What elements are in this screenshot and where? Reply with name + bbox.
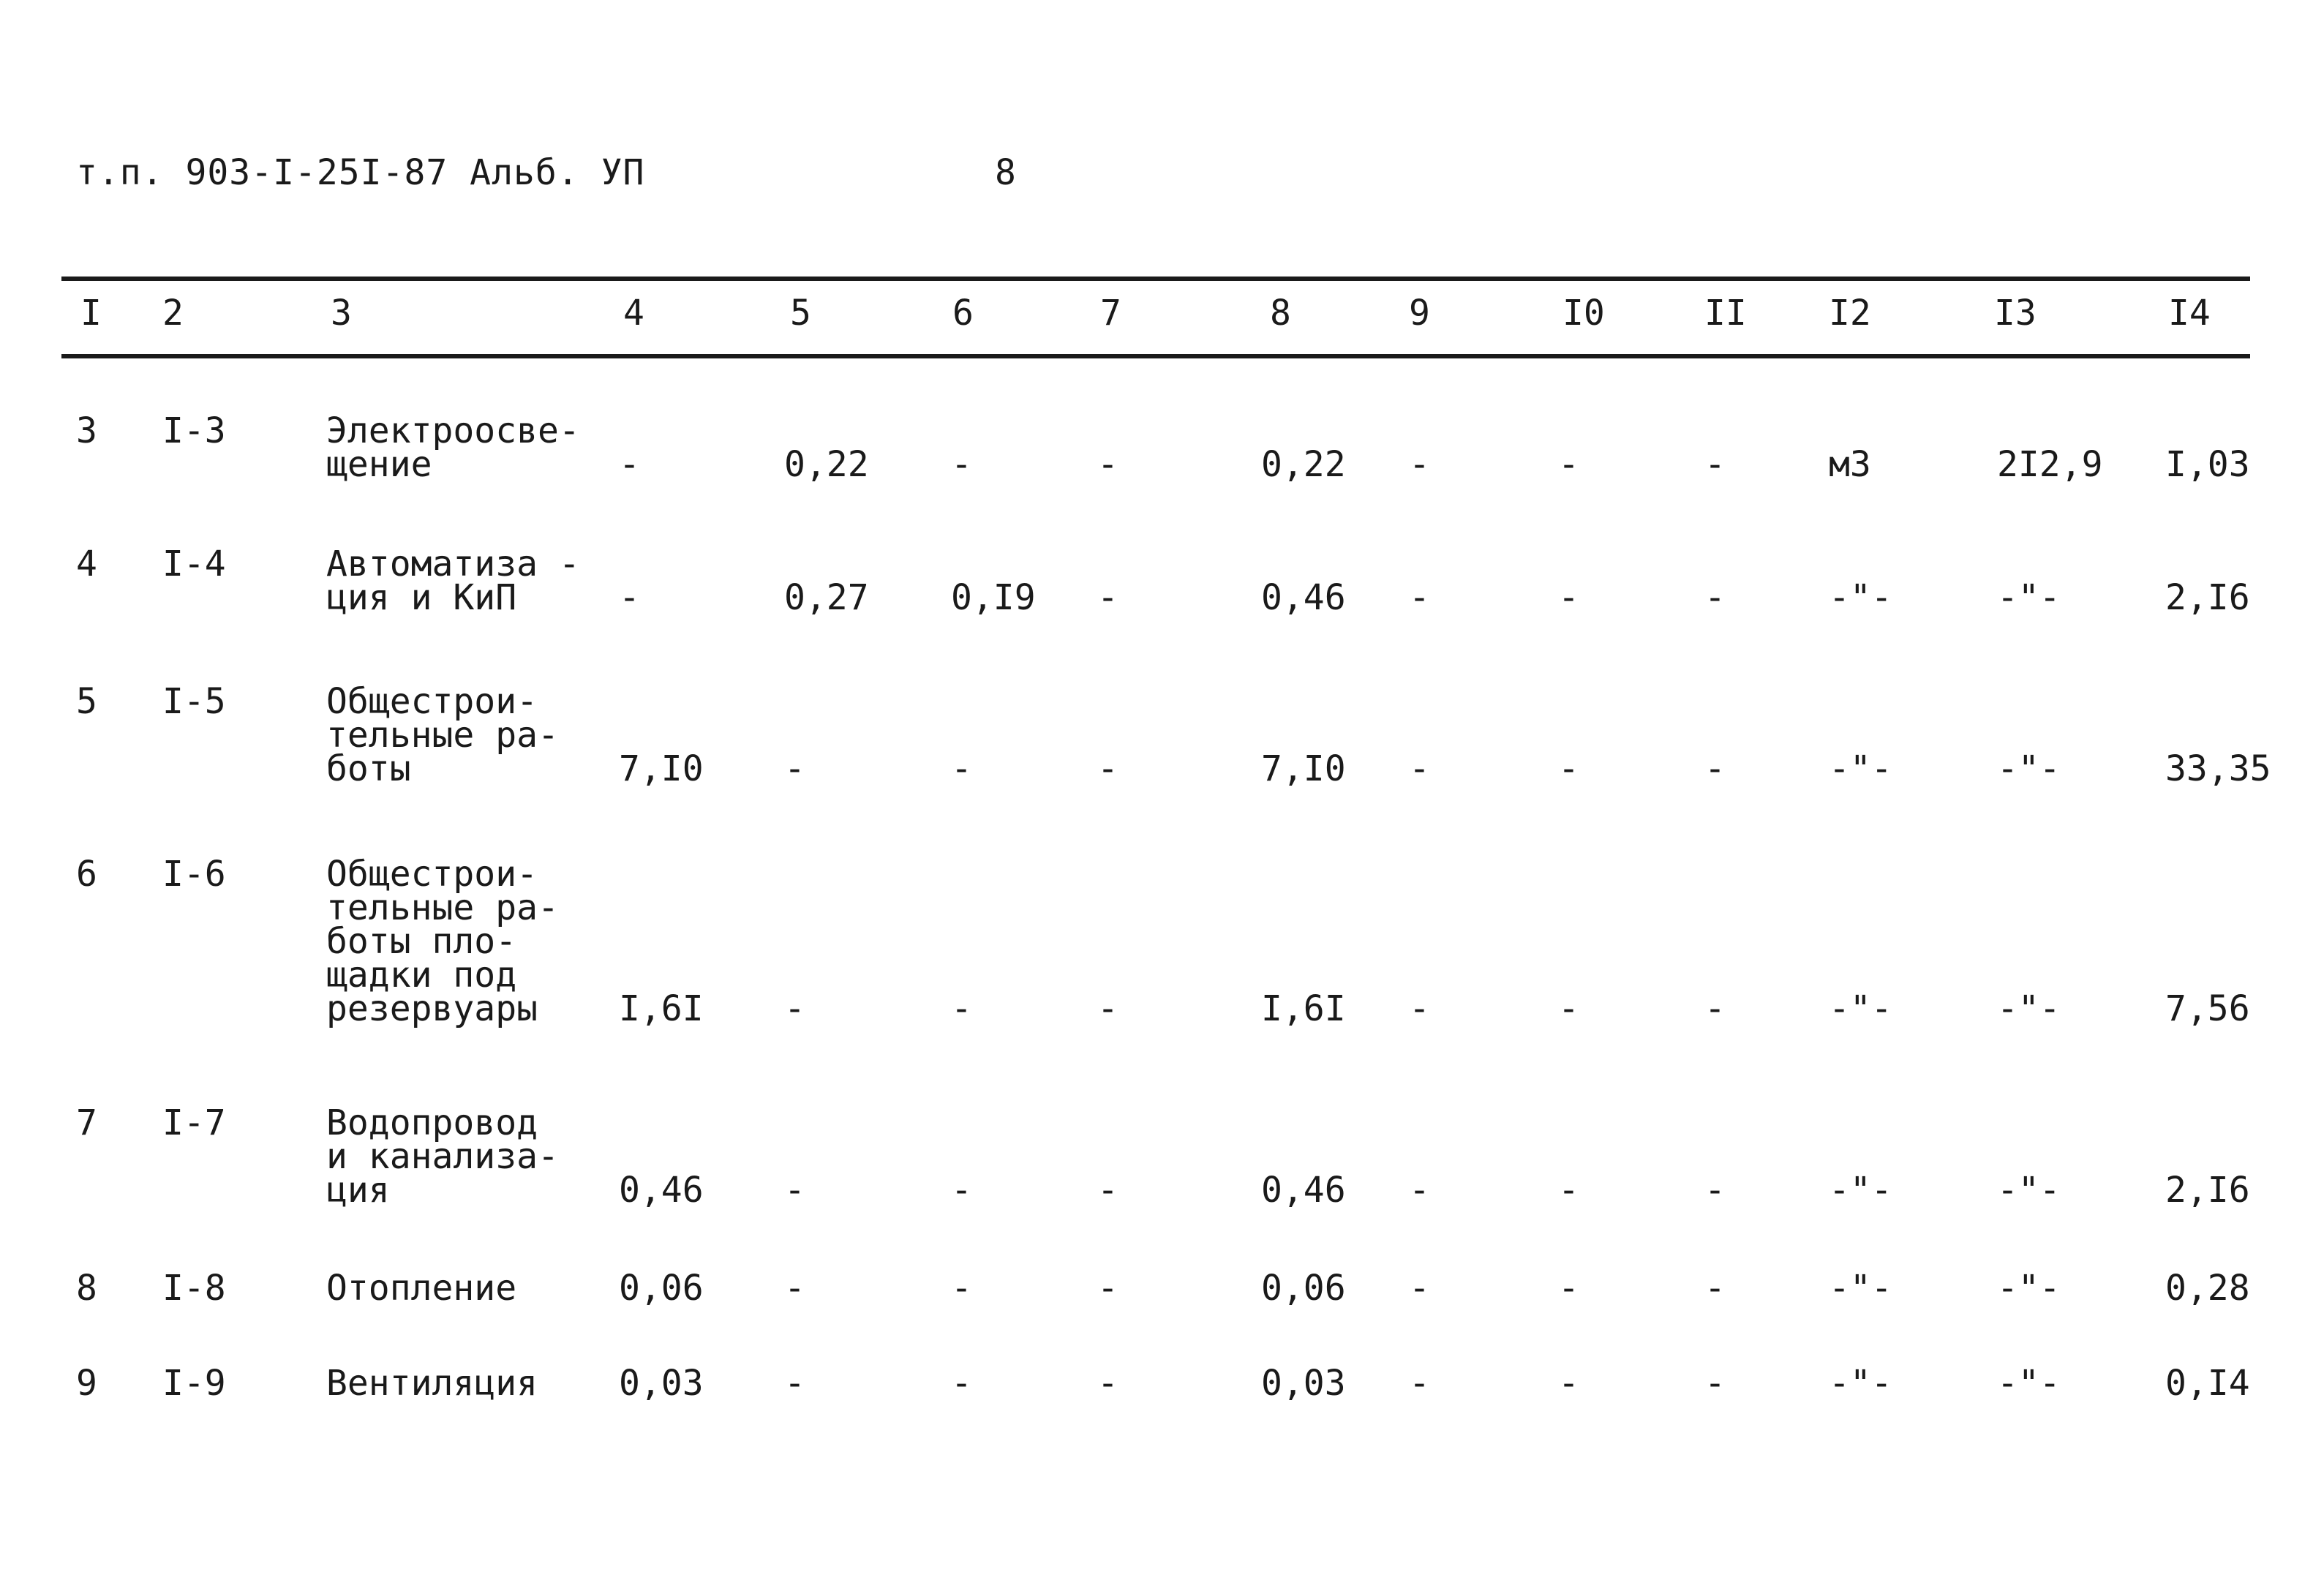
table-cell-r3-c14: 33,35 [2165, 748, 2271, 789]
table-cell-r3-c9: - [1409, 748, 1430, 789]
table-cell-r4-c10: - [1558, 988, 1579, 1029]
table-cell-r4-c8: I,6I [1261, 988, 1346, 1029]
table-cell-r7-c1: 9 [76, 1363, 97, 1404]
table-cell-r2-c5: 0,27 [784, 577, 869, 618]
table-cell-r3-c5: - [784, 748, 805, 789]
table-cell-r5-c3: Водопровод и канализа- ция [326, 1102, 559, 1211]
table-cell-r2-c12: -"- [1829, 577, 1892, 618]
table-cell-r7-c3: Вентиляция [326, 1363, 538, 1404]
table-cell-r3-c2: I-5 [162, 681, 226, 722]
table-cell-r4-c13: -"- [1997, 988, 2061, 1029]
table-cell-r2-c2: I-4 [162, 544, 226, 584]
table-cell-r6-c11: - [1704, 1268, 1726, 1309]
column-header-5: 5 [790, 293, 811, 334]
table-cell-r3-c1: 5 [76, 681, 97, 722]
table-cell-r5-c9: - [1409, 1170, 1430, 1211]
table-cell-r7-c11: - [1704, 1363, 1726, 1404]
column-header-6: 6 [952, 293, 974, 334]
column-header-7: 7 [1100, 293, 1121, 334]
table-cell-r2-c3: Автоматиза - ция и КиП [326, 544, 580, 618]
table-cell-r6-c13: -"- [1997, 1268, 2061, 1309]
table-cell-r7-c5: - [784, 1363, 805, 1404]
table-cell-r1-c10: - [1558, 444, 1579, 485]
table-cell-r6-c4: 0,06 [619, 1268, 704, 1309]
table-cell-r7-c9: - [1409, 1363, 1430, 1404]
table-cell-r3-c8: 7,I0 [1261, 748, 1346, 789]
table-cell-r1-c11: - [1704, 444, 1726, 485]
table-cell-r2-c14: 2,I6 [2165, 577, 2250, 618]
table-cell-r4-c2: I-6 [162, 854, 226, 895]
document-reference: т.п. 903-I-25I-87 Альб. УП [76, 152, 645, 193]
table-cell-r5-c10: - [1558, 1170, 1579, 1211]
table-cell-r5-c14: 2,I6 [2165, 1170, 2250, 1211]
table-cell-r1-c2: I-3 [162, 410, 226, 451]
column-header-2: 2 [162, 293, 184, 334]
table-cell-r5-c7: - [1097, 1170, 1118, 1211]
table-cell-r2-c7: - [1097, 577, 1118, 618]
table-cell-r1-c9: - [1409, 444, 1430, 485]
table-cell-r5-c6: - [951, 1170, 972, 1211]
table-header-rule [61, 354, 2250, 358]
table-cell-r4-c3: Общестрои- тельные ра- боты пло- щадки под резервуары [326, 854, 559, 1029]
table-cell-r2-c11: - [1704, 577, 1726, 618]
table-cell-r7-c6: - [951, 1363, 972, 1404]
table-cell-r5-c11: - [1704, 1170, 1726, 1211]
column-header-10: I0 [1563, 293, 1605, 334]
table-cell-r5-c12: -"- [1829, 1170, 1892, 1211]
table-cell-r5-c5: - [784, 1170, 805, 1211]
column-header-14: I4 [2168, 293, 2211, 334]
table-cell-r1-c7: - [1097, 444, 1118, 485]
table-cell-r3-c3: Общестрои- тельные ра- боты [326, 681, 559, 789]
table-cell-r6-c6: - [951, 1268, 972, 1309]
table-cell-r2-c9: - [1409, 577, 1430, 618]
table-cell-r6-c1: 8 [76, 1268, 97, 1309]
table-cell-r3-c6: - [951, 748, 972, 789]
column-header-13: I3 [1994, 293, 2037, 334]
table-cell-r4-c14: 7,56 [2165, 988, 2250, 1029]
table-cell-r6-c5: - [784, 1268, 805, 1309]
column-header-8: 8 [1270, 293, 1291, 334]
table-cell-r1-c3: Электроосве- щение [326, 410, 580, 485]
table-cell-r6-c12: -"- [1829, 1268, 1892, 1309]
table-cell-r4-c4: I,6I [619, 988, 704, 1029]
table-cell-r2-c13: -"- [1997, 577, 2061, 618]
table-cell-r5-c8: 0,46 [1261, 1170, 1346, 1211]
page-number: 8 [995, 152, 1016, 193]
column-header-1: I [80, 293, 102, 334]
table-cell-r6-c10: - [1558, 1268, 1579, 1309]
table-cell-r4-c7: - [1097, 988, 1118, 1029]
table-cell-r2-c10: - [1558, 577, 1579, 618]
table-cell-r1-c4: - [619, 444, 640, 485]
table-cell-r3-c7: - [1097, 748, 1118, 789]
table-cell-r2-c1: 4 [76, 544, 97, 584]
table-cell-r7-c8: 0,03 [1261, 1363, 1346, 1404]
table-cell-r3-c12: -"- [1829, 748, 1892, 789]
table-cell-r4-c6: - [951, 988, 972, 1029]
table-cell-r2-c6: 0,I9 [951, 577, 1036, 618]
table-cell-r1-c13: 2I2,9 [1997, 444, 2103, 485]
table-cell-r3-c4: 7,I0 [619, 748, 704, 789]
table-cell-r1-c1: 3 [76, 410, 97, 451]
table-cell-r7-c4: 0,03 [619, 1363, 704, 1404]
table-cell-r4-c11: - [1704, 988, 1726, 1029]
table-cell-r3-c10: - [1558, 748, 1579, 789]
table-top-rule [61, 277, 2250, 281]
table-cell-r7-c14: 0,I4 [2165, 1363, 2250, 1404]
table-cell-r5-c4: 0,46 [619, 1170, 704, 1211]
table-cell-r5-c1: 7 [76, 1102, 97, 1143]
column-header-3: 3 [331, 293, 352, 334]
table-cell-r5-c2: I-7 [162, 1102, 226, 1143]
table-cell-r4-c12: -"- [1829, 988, 1892, 1029]
table-cell-r2-c4: - [619, 577, 640, 618]
table-cell-r1-c14: I,03 [2165, 444, 2250, 485]
table-cell-r4-c5: - [784, 988, 805, 1029]
table-cell-r2-c8: 0,46 [1261, 577, 1346, 618]
table-cell-r6-c8: 0,06 [1261, 1268, 1346, 1309]
table-cell-r1-c5: 0,22 [784, 444, 869, 485]
table-cell-r7-c10: - [1558, 1363, 1579, 1404]
table-cell-r3-c13: -"- [1997, 748, 2061, 789]
table-cell-r6-c14: 0,28 [2165, 1268, 2250, 1309]
table-cell-r1-c12: м3 [1829, 444, 1871, 485]
table-cell-r7-c7: - [1097, 1363, 1118, 1404]
table-cell-r3-c11: - [1704, 748, 1726, 789]
column-header-11: II [1704, 293, 1747, 334]
table-cell-r6-c3: Отопление [326, 1268, 517, 1309]
column-header-4: 4 [623, 293, 644, 334]
table-cell-r7-c2: I-9 [162, 1363, 226, 1404]
table-cell-r4-c1: 6 [76, 854, 97, 895]
table-cell-r7-c13: -"- [1997, 1363, 2061, 1404]
table-cell-r6-c2: I-8 [162, 1268, 226, 1309]
table-cell-r6-c9: - [1409, 1268, 1430, 1309]
table-cell-r4-c9: - [1409, 988, 1430, 1029]
column-header-9: 9 [1409, 293, 1430, 334]
table-cell-r5-c13: -"- [1997, 1170, 2061, 1211]
column-header-12: I2 [1829, 293, 1871, 334]
table-cell-r6-c7: - [1097, 1268, 1118, 1309]
table-cell-r1-c6: - [951, 444, 972, 485]
table-cell-r1-c8: 0,22 [1261, 444, 1346, 485]
table-cell-r7-c12: -"- [1829, 1363, 1892, 1404]
